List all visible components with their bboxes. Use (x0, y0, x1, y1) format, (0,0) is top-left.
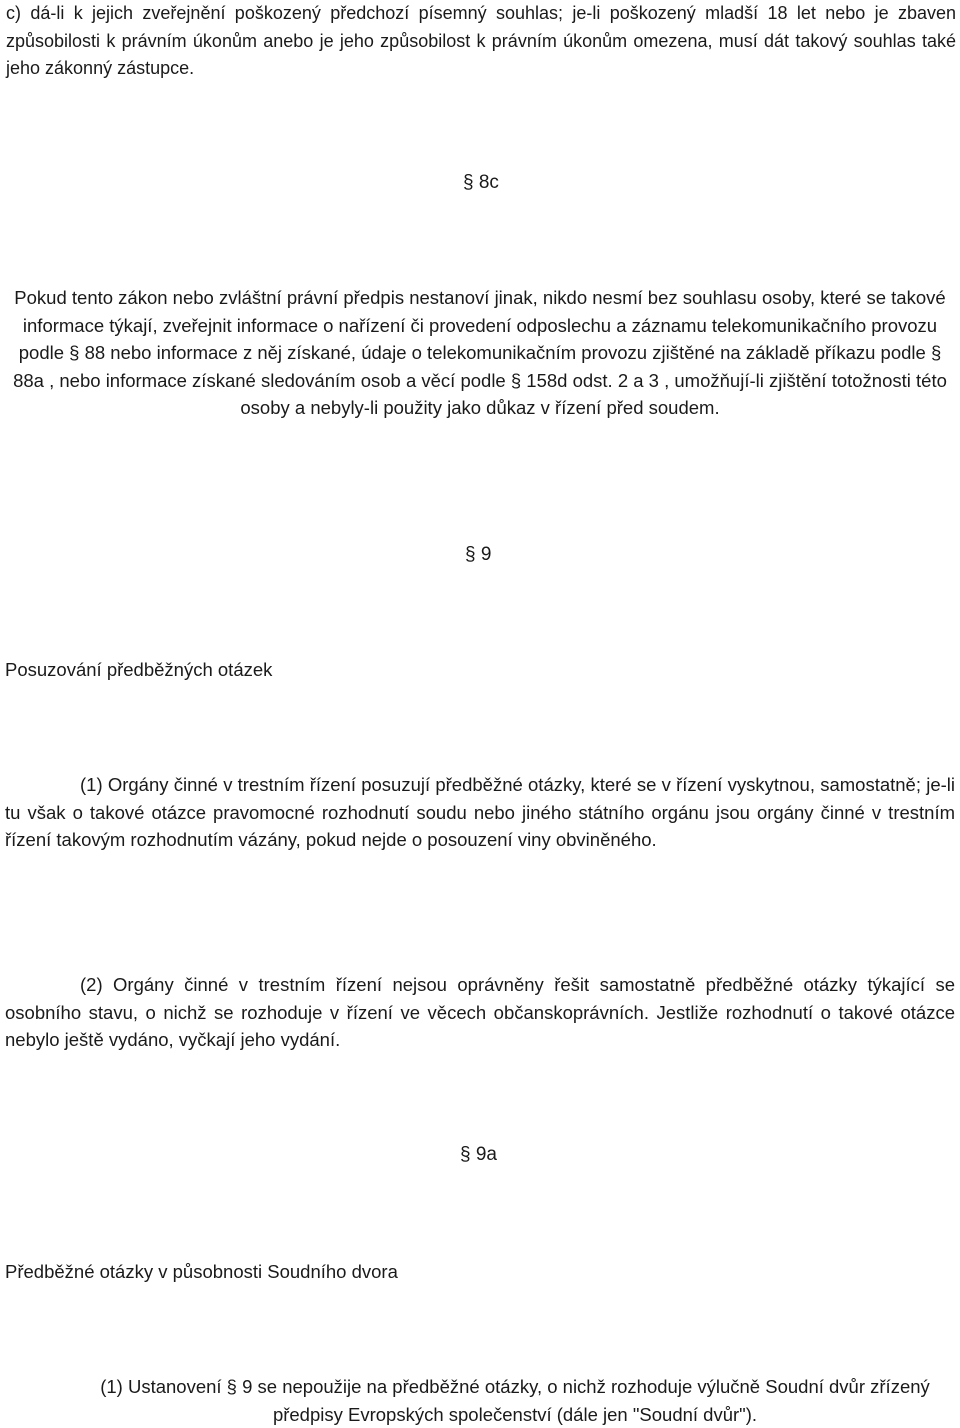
section-9-paragraph-1: (1) Orgány činné v trestním řízení posuzují předběžné otázky, které se v řízení vyskytnou, samostatně; je-li tu však o takové otázce pravomocné rozhodnutí soudu nebo jiného státního orgánu jsou orgány činné v trestním řízení takovým rozhodnutím vázány, pokud nejde o posouzení viny obviněného. (5, 774, 955, 850)
section-9a-paragraph-1: (1) Ustanovení § 9 se nepoužije na předběžné otázky, o nichž rozhoduje výlučně Soudní dvůr zřízený předpisy Evropských společenství (dále jen "Soudní dvůr"). (100, 1376, 930, 1425)
section-9a-heading: § 9a (460, 1144, 497, 1165)
section-9-heading: § 9 (465, 544, 492, 565)
section-8c-paragraph: Pokud tento zákon nebo zvláštní právní předpis nestanoví jinak, nikdo nesmí bez souhlasu osoby, které se takové informace týkají, zveřejnit informace o nařízení či provedení odposlechu a záznamu telekomunikačního provozu podle § 88 nebo informace z něj získané, údaje o telekomunikačním provozu zjištěné na základě příkazu podle § 88a , nebo informace získané sledováním osob a věcí podle § 158d odst. 2 a 3 , umožňují-li zjištění totožnosti této osoby a nebyly-li použity jako důkaz v řízení před soudem. (13, 287, 947, 418)
section-8c-heading: § 8c (463, 172, 499, 193)
intro-paragraph: c) dá-li k jejich zveřejnění poškozený předchozí písemný souhlas; je-li poškozený mladší 18 let nebo je zbaven způsobilosti k právním úkonům anebo je jeho způsobilost k právním úkonům omezena, musí dát takový souhlas také jeho zákonný zástupce. (6, 3, 956, 78)
section-9-paragraph-2: (2) Orgány činné v trestním řízení nejsou oprávněny řešit samostatně předběžné otázky týkající se osobního stavu, o nichž se rozhoduje v řízení ve věcech občanskoprávních. Jestliže rozhodnutí o takové otázce nebylo ještě vydáno, vyčkají jeho vydání. (5, 974, 955, 1050)
section-9a-title: Předběžné otázky v působnosti Soudního dvora (5, 1261, 398, 1282)
section-9-title: Posuzování předběžných otázek (5, 659, 273, 680)
